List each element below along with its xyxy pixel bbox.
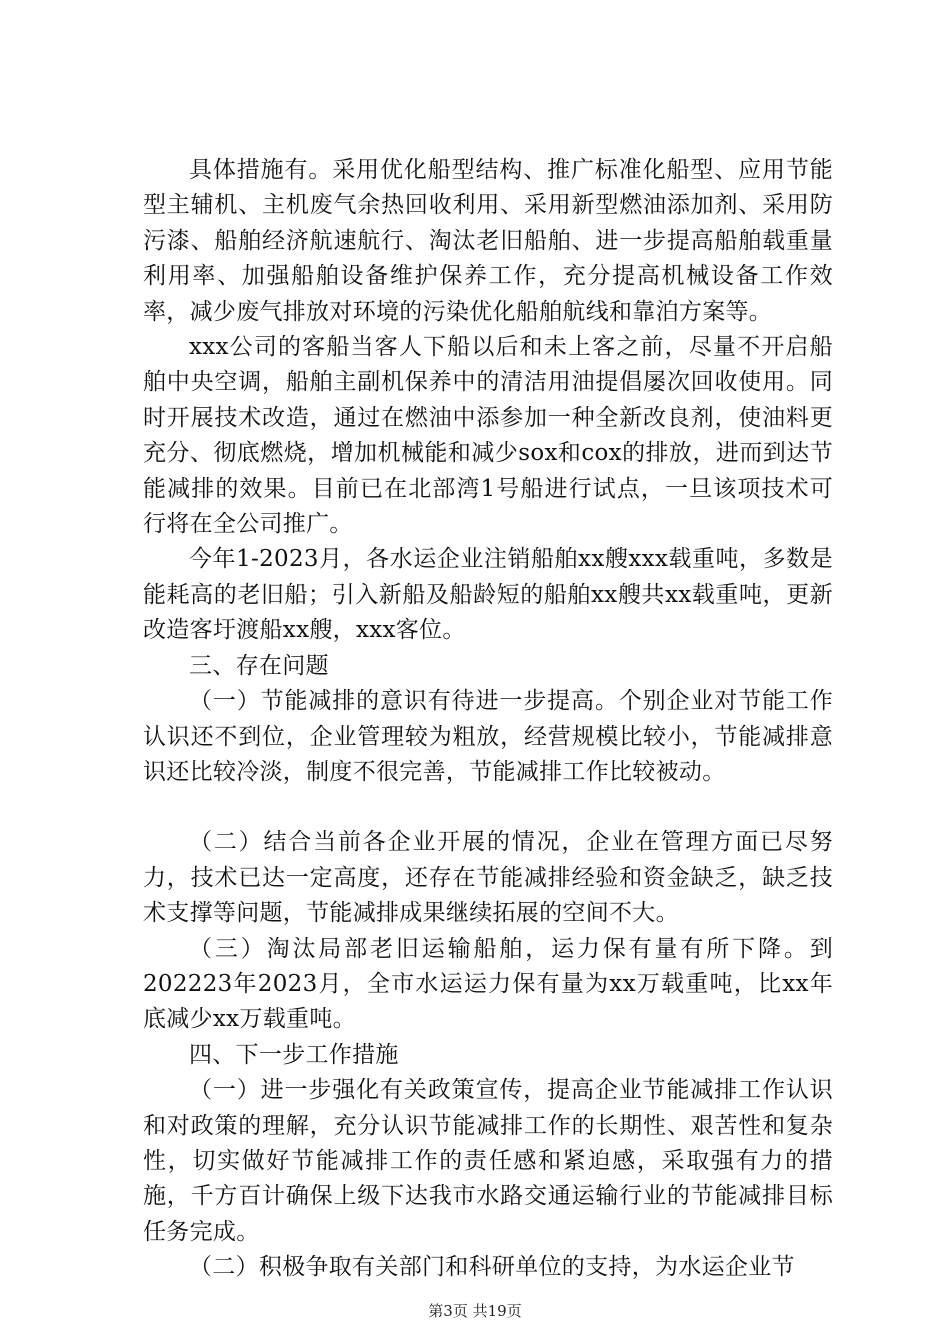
paragraph-ship-retirement-stats: 今年1-2023月，各水运企业注销船舶xx艘xxx载重吨，多数是能耗高的老旧船；引入新船及船龄短的船舶xx艘共xx载重吨，更新改造客圩渡船xx艘，xxx客位。 <box>143 546 833 644</box>
paragraph-next-step-2: （二）积极争取有关部门和科研单位的支持，为水运企业节 <box>189 1254 795 1281</box>
paragraph-problem-2: （二）结合当前各企业开展的情况，企业在管理方面已尽努力，技术已达一定高度，还存在节能减排经验和资金缺乏，缺乏技术支撑等问题，节能减排成果继续拓展的空间不大。 <box>143 829 833 927</box>
section-heading-problems: 三、存在问题 <box>189 652 329 679</box>
page-footer: 第3页 共19页 <box>428 1302 522 1320</box>
paragraph-spacer <box>143 790 833 825</box>
paragraph-measures: 具体措施有。采用优化船型结构、推广标准化船型、应用节能型主辅机、主机废气余热回收利用、采用新型燃油添加剂、采用防污漆、船舶经济航速航行、淘汰老旧船舶、进一步提高船舶载重量利用率、加强船舶设备维护保养工作，充分提高机械设备工作效率，减少废气排放对环境的污染优化船舶航线和靠泊方案等。 <box>143 157 833 325</box>
paragraph-problem-3: （三）淘汰局部老旧运输船舶，运力保有量有所下降。到202223年2023月，全市水运运力保有量为xx万载重吨，比xx年底减少xx万载重吨。 <box>143 935 833 1033</box>
paragraph-next-step-1: （一）进一步强化有关政策宣传，提高企业节能减排工作认识和对政策的理解，充分认识节能减排工作的长期性、艰苦性和复杂性，切实做好节能减排工作的责任感和紧迫感，采取强有力的措施，千方百计确保上级下达我市水路交通运输行业的节能减排目标任务完成。 <box>143 1077 833 1245</box>
paragraph-problem-1: （一）节能减排的意识有待进一步提高。个别企业对节能工作认识还不到位，企业管理较为粗放，经营规模比较小，节能减排意识还比较冷淡，制度不很完善，节能减排工作比较被动。 <box>143 688 833 785</box>
section-heading-next-steps: 四、下一步工作措施 <box>189 1041 399 1068</box>
paragraph-company-passenger-ships: xxx公司的客船当客人下船以后和未上客之前，尽量不开启船舶中央空调，船舶主副机保养中的清洁用油提倡屡次回收使用。同时开展技术改造，通过在燃油中添参加一种全新改良剂，使油料更充分、彻底燃烧，增加机械能和减少sox和cox的排放，进而到达节能减排的效果。目前已在北部湾1号船进行试点，一旦该项技术可行将在全公司推广。 <box>143 334 833 538</box>
document-body <box>143 153 833 1286</box>
